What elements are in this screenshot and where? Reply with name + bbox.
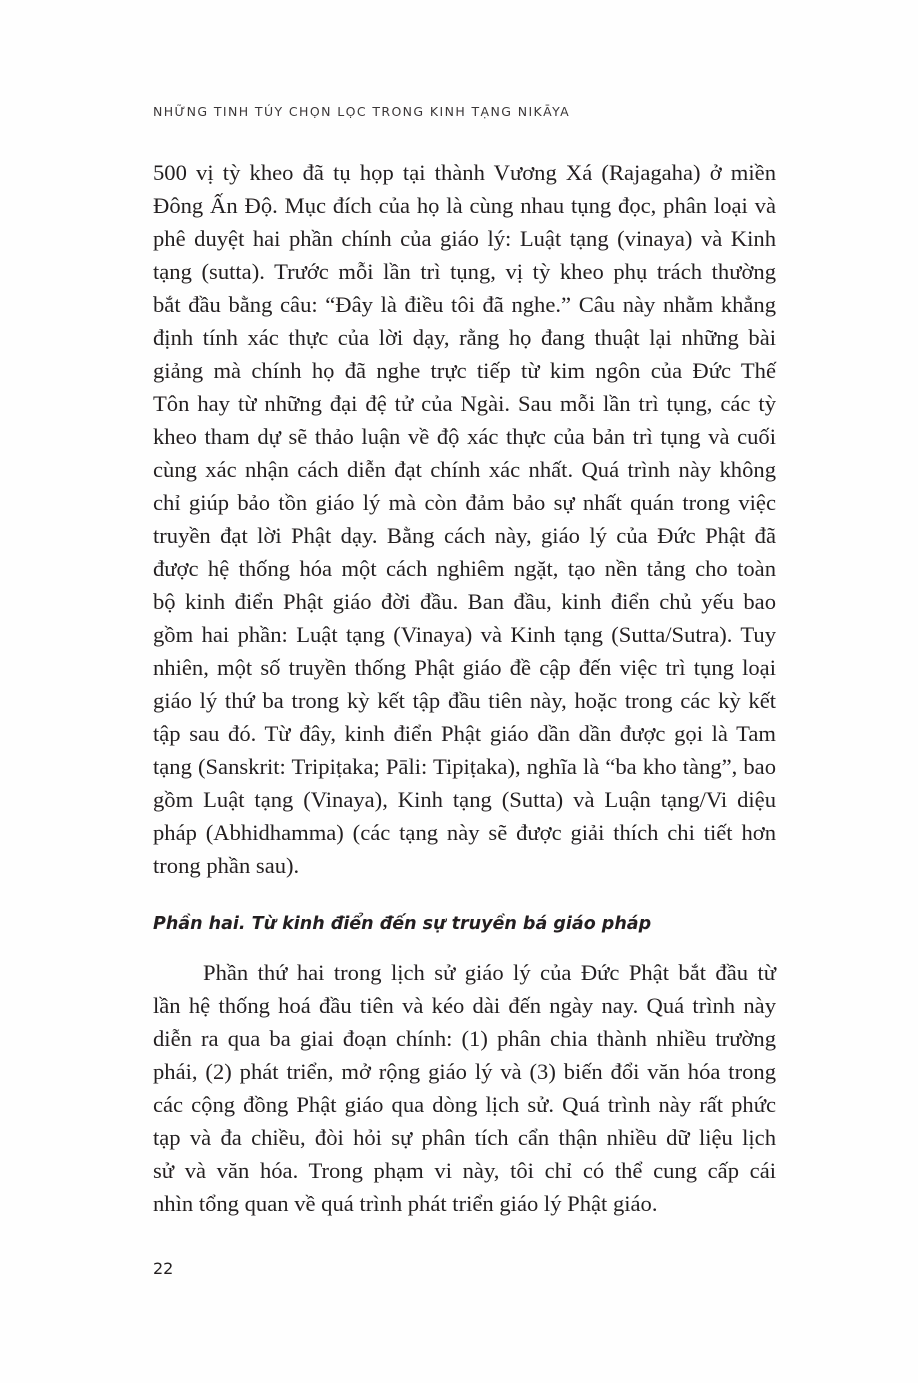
text-line: truyền đạt lời Phật dạy. Bằng cách này, giáo lý của Đức Phật đã <box>153 523 776 548</box>
text-line: cùng xác nhận cách diễn đạt chính xác nhất. Quá trình này không <box>153 457 776 482</box>
text-line: tập sau đó. Từ đây, kinh điển Phật giáo dần dần được gọi là Tam <box>153 721 776 746</box>
text-line: 500 vị tỳ kheo đã tụ họp tại thành Vương Xá (Rajagaha) ở miền <box>153 160 776 185</box>
text-line: gồm hai phần: Luật tạng (Vinaya) và Kinh tạng (Sutta/Sutra). Tuy <box>153 622 776 647</box>
text-line: giảng mà chính họ đã nghe trực tiếp từ kim ngôn của Đức Thế <box>153 358 776 383</box>
text-line: Đông Ấn Độ. Mục đích của họ là cùng nhau tụng đọc, phân loại và <box>153 193 776 218</box>
text-line: gồm Luật tạng (Vinaya), Kinh tạng (Sutta) và Luận tạng/Vi diệu <box>153 787 776 812</box>
text-line: các cộng đồng Phật giáo qua dòng lịch sử. Quá trình này rất phức <box>153 1092 776 1117</box>
text-line: chỉ giúp bảo tồn giáo lý mà còn đảm bảo sự nhất quán trong việc <box>153 490 776 515</box>
text-line: được hệ thống hóa một cách nghiêm ngặt, tạo nền tảng cho toàn <box>153 556 776 581</box>
text-line: bộ kinh điển Phật giáo đời đầu. Ban đầu, kinh điển chủ yếu bao <box>153 589 776 614</box>
text-line: Phần thứ hai trong lịch sử giáo lý của Đức Phật bắt đầu từ <box>203 960 776 985</box>
text-line: lần hệ thống hoá đầu tiên và kéo dài đến ngày nay. Quá trình này <box>153 993 776 1018</box>
text-line: kheo tham dự sẽ thảo luận về độ xác thực của bản trì tụng và cuối <box>153 424 776 449</box>
text-line: pháp (Abhidhamma) (các tạng này sẽ được giải thích chi tiết hơn <box>153 820 776 845</box>
text-line: tạng (Sanskrit: Tripiṭaka; Pāli: Tipiṭaka), nghĩa là “ba kho tàng”, bao <box>153 754 776 779</box>
text-line: phái, (2) phát triển, mở rộng giáo lý và (3) biến đổi văn hóa trong <box>153 1059 776 1084</box>
section-heading: Phần hai. Từ kinh điển đến sự truyền bá giáo pháp <box>153 914 652 934</box>
text-line: phê duyệt hai phần chính của giáo lý: Luật tạng (vinaya) và Kinh <box>153 226 776 251</box>
page-number: 22 <box>153 1259 174 1278</box>
text-line: diễn ra qua ba giai đoạn chính: (1) phân chia thành nhiều trường <box>153 1026 776 1051</box>
text-line: Tôn hay từ những đại đệ tử của Ngài. Sau mỗi lần trì tụng, các tỳ <box>153 391 776 416</box>
text-line: tạng (sutta). Trước mỗi lần trì tụng, vị tỳ kheo phụ trách thường <box>153 259 776 284</box>
text-line: nhiên, một số truyền thống Phật giáo đề cập đến việc trì tụng loại <box>153 655 776 680</box>
text-line: giáo lý thứ ba trong kỳ kết tập đầu tiên này, hoặc trong các kỳ kết <box>153 688 776 713</box>
body-paragraph <box>153 956 776 1220</box>
text-line: tạp và đa chiều, đòi hỏi sự phân tích cẩn thận nhiều dữ liệu lịch <box>153 1125 776 1150</box>
text-line: trong phần sau). <box>153 853 300 878</box>
text-line: định tính xác thực của lời dạy, rằng họ đang thuật lại những bài <box>153 325 776 350</box>
text-line: nhìn tổng quan về quá trình phát triển giáo lý Phật giáo. <box>153 1191 658 1216</box>
body-paragraph <box>153 156 776 882</box>
text-line: sử và văn hóa. Trong phạm vi này, tôi chỉ có thể cung cấp cái <box>153 1158 776 1183</box>
running-header: NHỮNG TINH TÚY CHỌN LỌC TRONG KINH TẠNG NIKĀYA <box>153 104 571 119</box>
text-line: bắt đầu bằng câu: “Đây là điều tôi đã nghe.” Câu này nhằm khẳng <box>153 292 776 317</box>
